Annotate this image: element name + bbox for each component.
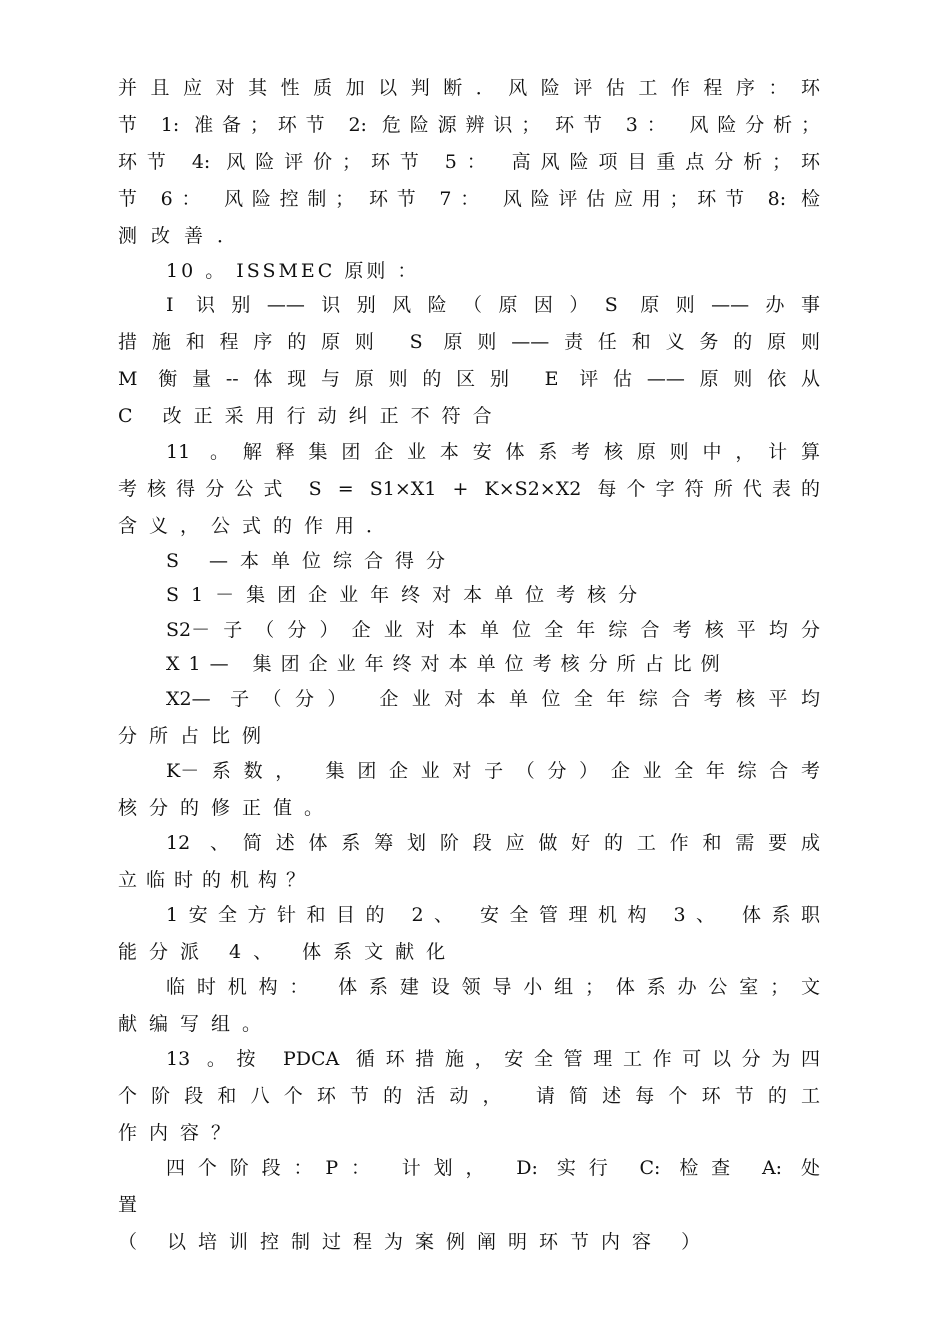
question-heading: 10 。 ISSMEC 原则 ：: [166, 260, 420, 282]
text-line: 立临时的机构？: [118, 869, 315, 891]
text-line: 献编写组。: [118, 1013, 274, 1035]
text-line: 并且应对其性质加以判断．风险评估工作程序：环: [118, 77, 820, 99]
text-line: 置: [118, 1194, 138, 1216]
text-line: 考核得分公式 S = S1×X1 + K×S2×X2 每个字符所代表的: [118, 478, 820, 500]
text-line: （ 以培训控制过程为案例阐明环节内容 ）: [118, 1231, 713, 1253]
text-line: S1－集团企业年终对本单位考核分: [166, 584, 650, 606]
text-line: 分所占比例: [118, 725, 274, 747]
text-line: X2— 子（分） 企业对本单位全年综合考核平均: [166, 688, 820, 710]
text-line: 环节 4: 风险评价；环节 5： 高风险项目重点分析；环: [118, 151, 820, 173]
text-line: S —本单位综合得分: [166, 550, 458, 572]
text-line: 测改善．: [118, 225, 251, 247]
question-heading: 13 。按 PDCA 循环措施，安全管理工作可以分为四: [166, 1048, 820, 1070]
text-line: I 识别——识别风险（原因）S 原则——办事: [166, 294, 820, 316]
text-line: 能分派 4、 体系文献化: [118, 941, 458, 963]
text-line: 四个阶段：P： 计划， D: 实行 C: 检查 A: 处: [166, 1157, 820, 1179]
text-line: 措施和程序的原则 S 原则——责任和义务的原则: [118, 331, 820, 353]
text-line: 核分的修正值。: [118, 797, 336, 819]
question-heading: 11 。解释集团企业本安体系考核原则中，计算: [166, 441, 820, 463]
question-heading: 12 、简述体系筹划阶段应做好的工作和需要成: [166, 832, 820, 854]
text-line: 含义，公式的作用．: [118, 515, 398, 537]
text-line: 临时机构： 体系建设领导小组；体系办公室；文: [166, 976, 820, 998]
text-line: X1— 集团企业年终对本单位考核分所占比例: [166, 653, 729, 675]
text-line: 节 6： 风险控制； 环节 7： 风险评估应用；环节 8: 检: [118, 188, 820, 210]
text-line: K－系数， 集团企业对子（分）企业全年综合考: [166, 760, 820, 782]
text-line: M 衡量--体现与原则的区别 E 评估——原则依从: [118, 368, 820, 390]
text-line: 个阶段和八个环节的活动， 请简述每个环节的工: [118, 1085, 820, 1107]
text-line: 节 1: 准备；环节 2: 危险源辨识； 环节 3： 风险分析；: [118, 114, 820, 136]
text-line: 作内容？: [118, 1122, 243, 1144]
text-line: 1安全方针和目的 2、 安全管理机构 3、 体系职: [166, 904, 820, 926]
text-line: C 改正采用行动纠正不符合: [118, 405, 504, 427]
text-line: S2－子（分）企业对本单位全年综合考核平均分: [166, 619, 820, 641]
